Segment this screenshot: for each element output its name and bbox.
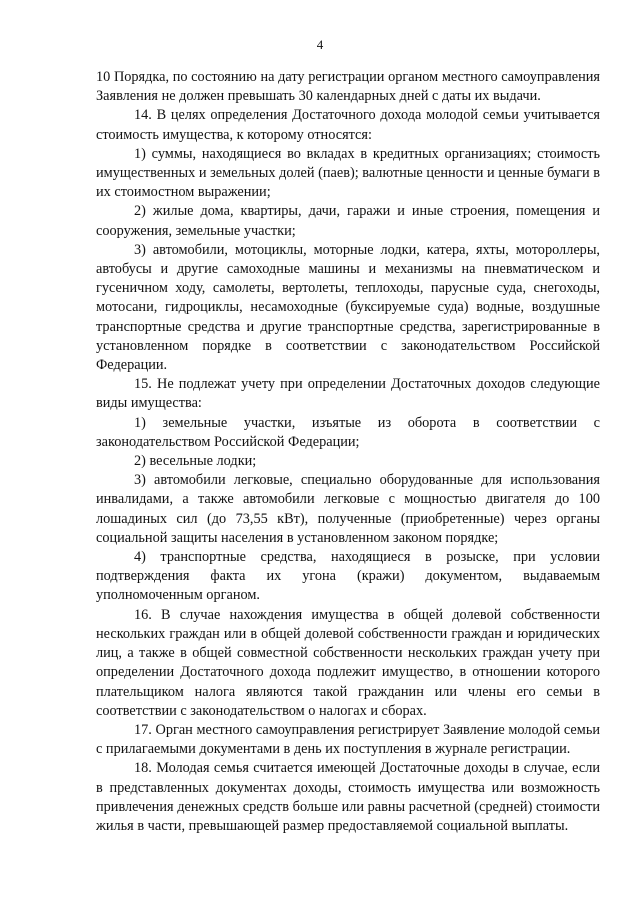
list-item-15-2: 2) весельные лодки;: [134, 453, 257, 470]
page-number: 4: [316, 37, 324, 52]
paragraph-17: 17. Орган местного самоуправления регистрирует Заявление молодой семьи с прилагаемыми документами в день их поступления в журнале регистрации.: [96, 721, 600, 758]
paragraph-16: 16. В случае нахождения имущества в общей долевой собственности нескольких граждан или в общей долевой собственности граждан и юридических лиц, а также в общей совместной собственности нескольких граждан учету при определении Достаточного дохода подлежит имущество, в отношении которого плательщиком налога являются такой гражданин или члены его семьи в соответствии с законодательством о налогах и сборах.: [96, 606, 600, 719]
list-item-14-3: 3) автомобили, мотоциклы, моторные лодки, катера, яхты, мотороллеры, автобусы и другие самоходные машины и механизмы на пневматическом и гусеничном ходу, самолеты, вертолеты, теплоходы, парусные суда, снегоходы, мотосани, гидроциклы, несамоходные (буксируемые суда) водные, воздушные транспортные средства и другие транспортные средства, зарегистрированные в установленном порядке в соответствии с законодательством Российской Федерации.: [96, 241, 600, 374]
document-body: [96, 68, 600, 836]
paragraph-15: 15. Не подлежат учету при определении Достаточных доходов следующие виды имущества:: [96, 376, 600, 412]
paragraph-continuation: 10 Порядка, по состоянию на дату регистрации органом местного самоуправления Заявления не должен превышать 30 календарных дней с даты их выдачи.: [96, 69, 600, 105]
list-item-15-3: 3) автомобили легковые, специально оборудованные для использования инвалидами, а также автомобили легковые с мощностью двигателя до 100 лошадиных сил (до 73,55 кВт), полученные (приобретенные) через органы социальной защиты населения в установленном законом порядке;: [96, 472, 600, 546]
list-item-14-2: 2) жилые дома, квартиры, дачи, гаражи и иные строения, помещения и сооружения, земельные участки;: [96, 203, 600, 239]
list-item-15-4: 4) транспортные средства, находящиеся в розыске, при условии подтверждения факта их угона (кражи) документом, выдаваемым уполномоченным органом.: [96, 549, 600, 604]
list-item-14-1: 1) суммы, находящиеся во вкладах в кредитных организациях; стоимость имущественных и земельных долей (паев); валютные ценности и ценные бумаги в их стоимостном выражении;: [96, 145, 600, 201]
paragraph-18: 18. Молодая семья считается имеющей Достаточные доходы в случае, если в представленных документах доходы, стоимость имущества или возможность привлечения денежных средств больше или равны расчетной (средней) стоимости жилья в части, превышающей размер предоставляемой социальной выплаты.: [96, 760, 600, 834]
paragraph-14: 14. В целях определения Достаточного дохода молодой семьи учитывается стоимость имущества, к которому относятся:: [96, 107, 600, 143]
list-item-15-1: 1) земельные участки, изъятые из оборота в соответствии с законодательством Российской Федерации;: [96, 414, 600, 450]
